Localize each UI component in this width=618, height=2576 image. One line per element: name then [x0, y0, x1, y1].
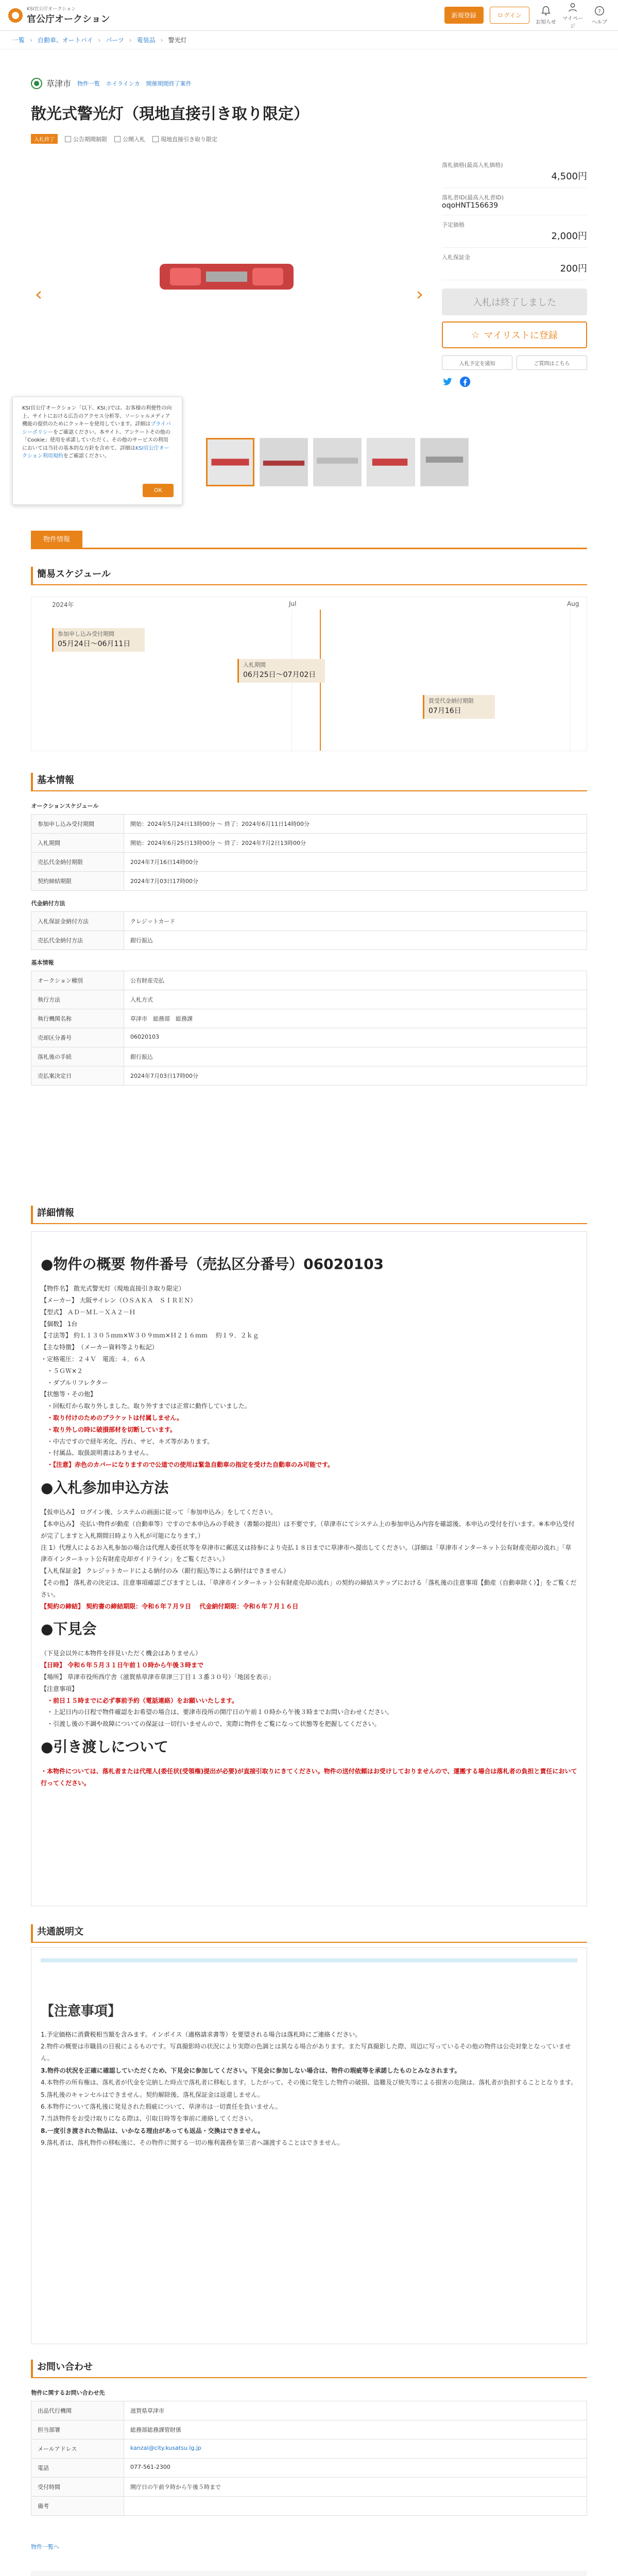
cookie-text: KSI官公庁オークション「以下、KSI」)では、お客様の利便性の向上、サイトにおける広告のアクセス分析等、ソーシャルメディア機能の提供のためにクッキーを使用しています。詳細は	[22, 405, 172, 427]
detail-line: 【寸法等】 約Ｌ１３０５ｍｍ×Ｗ３０９ｍｍ×Ｈ２１６ｍｍ 約１９．２ｋｇ	[41, 1332, 259, 1340]
detail-line: ・付属品、取扱説明書はありません。	[41, 1449, 152, 1457]
bid-ended-button[interactable]: 入札は終了しました	[442, 289, 587, 315]
thumbnail-image	[208, 439, 253, 485]
info-value: 06020103	[124, 1028, 587, 1047]
info-key: 参加申し込み受付期間	[31, 815, 124, 834]
info-row	[31, 1009, 587, 1028]
detail-line: ・取り付けのためのブラケットは付属しません。	[41, 1414, 183, 1421]
detail-line: ・回転灯から取り外しました。取り外すまでは正常に動作していました。	[41, 1402, 251, 1410]
back-to-list-link[interactable]: 物件一覧へ	[31, 2544, 59, 2550]
tag-item	[152, 135, 217, 143]
basic-info-table	[31, 793, 587, 1086]
info-row	[31, 834, 587, 853]
detail-line: 【契約の締結】 契約書の締結期限：令和６年７月９日 代金納付期限：令和６年７月１６日	[41, 1602, 299, 1610]
detail-line: 【状態等・その他】	[41, 1391, 97, 1398]
register-button[interactable]: 新規登録	[444, 7, 484, 24]
seller-link[interactable]: ホイラインカ	[106, 80, 140, 87]
info-row	[31, 912, 587, 931]
winner-id-value: oqoHNT156639	[442, 201, 499, 210]
winning-price-value: 4,500円	[551, 171, 587, 182]
svg-text:?: ?	[598, 9, 601, 15]
info-row	[31, 853, 587, 872]
winner-id	[442, 188, 587, 215]
tag-icon	[65, 136, 71, 142]
info-value: 総務部総務課管財係	[124, 2420, 587, 2439]
info-key: 売払代金納付期限	[31, 853, 124, 872]
star-icon: ☆	[471, 329, 480, 340]
info-key: 契約締結期限	[31, 872, 124, 891]
info-row	[31, 1047, 587, 1066]
breadcrumb-current: 警光灯	[168, 37, 187, 44]
breadcrumb-item[interactable]: パーツ	[106, 37, 124, 44]
facebook-icon[interactable]	[459, 376, 471, 387]
estimate-price	[442, 215, 587, 248]
detail-line: （下見会以外に本物件を拝見いただく機会はありません）	[41, 1650, 202, 1657]
inquiry-title: お問い合わせ	[31, 2360, 587, 2378]
prev-image-arrow[interactable]: ‹	[35, 284, 43, 305]
info-key: 担当部署	[31, 2420, 124, 2439]
info-key: オークション種別	[31, 971, 124, 990]
header-help-label: ヘルプ	[592, 20, 607, 25]
notice-line: 2.物件の概要は市職員の目視によるものです。写真撮影時の状況により実際の色調とは異なる場合があります。また写真撮影した際、周辺に写っているその他の物件は公売対象となっていません。	[41, 2043, 571, 2062]
header-help[interactable]	[589, 5, 610, 25]
light-bar-photo	[154, 228, 299, 331]
thumbnail-image	[260, 438, 307, 486]
detail-line: 【型式】 ＡＤ－ＭＬ－ＸＡ２－Ｈ	[41, 1308, 135, 1316]
info-row	[31, 1066, 587, 1086]
detail-line: 【日時】 令和６年５月３１日午前１０時から午後３時まで	[41, 1662, 204, 1669]
social-share	[442, 376, 587, 387]
notice-line: 8.一度引き渡された物品は、いかなる理由があっても返品・交換はできません。	[41, 2127, 264, 2134]
info-key: 執行方法	[31, 990, 124, 1009]
add-mylist-button[interactable]	[442, 321, 587, 348]
bid-summary-panel	[442, 156, 587, 387]
info-row	[31, 971, 587, 990]
info-key: メールアドレス	[31, 2439, 124, 2459]
tab-item-info[interactable]: 物件情報	[31, 531, 82, 549]
info-value: クレジットカード	[124, 912, 587, 931]
info-row	[31, 2439, 587, 2459]
info-value	[124, 2497, 587, 2516]
notice-line: 5.落札後のキャンセルはできません。契約解除後、落札保証金は返還しません。	[41, 2091, 264, 2098]
detail-line: 【メーカー】 大阪サイレン（ＯＳＡＫＡ ＳＩＲＥＮ）	[41, 1296, 197, 1304]
info-row	[31, 931, 587, 950]
info-group-heading: オークションスケジュール	[31, 793, 587, 815]
detail-line: ・本物件については、落札者または代理人(委任状(受領権)提出が必要)が直接引取りにきてください。物件の送付依頼はお受けしておりませんので、運搬する場合は落札者の負担と責任において行ってください。	[41, 1768, 577, 1787]
thumbnail-strip	[206, 438, 469, 486]
schedule-month: Jul	[289, 600, 297, 607]
info-key: 電話	[31, 2459, 124, 2478]
header-notice-label: お知らせ	[536, 20, 556, 25]
breadcrumb-sep: ›	[160, 36, 163, 44]
info-value: 滋賀県草津市	[124, 2401, 587, 2420]
thumbnail[interactable]	[313, 438, 362, 486]
seller-breadcrumb	[77, 79, 192, 88]
help-icon	[594, 5, 605, 16]
schedule-bar-dates: 06月25日～07月02日	[243, 670, 316, 679]
seller-link[interactable]: 物件一覧	[77, 80, 100, 87]
schedule-bar	[423, 695, 495, 719]
status-badge: 入札終了	[31, 134, 58, 144]
tag-label: 現地直接引き取り限定	[161, 135, 217, 143]
info-value: 開始：2024年5月24日13時00分 ～ 終了：2024年6月11日14時00分	[124, 815, 587, 834]
thumbnail[interactable]	[367, 438, 415, 486]
login-button[interactable]: ログイン	[490, 7, 529, 24]
schedule-timeline	[31, 597, 587, 751]
detail-line: ・【注意】赤色のカバーになりますので公道での使用は緊急自動車の指定を受けた自動車のみ可能です。	[41, 1461, 334, 1469]
notice-line: 7.当該物件をお受け取りになる際は、引取日時等を事前に連絡してください。	[41, 2115, 257, 2123]
winner-id-label: 落札者ID(最高入札者ID)	[442, 194, 504, 201]
schedule-bar-dates: 05月24日～06月11日	[58, 639, 131, 648]
info-row	[31, 2478, 587, 2497]
detail-line: 【入札保証金】 クレジットカードによる納付のみ（銀行振込等による納付はできません）	[41, 1567, 290, 1575]
detail-line: ・上記日内の日程で物件確認をお希望の場合は、要津市役所の開庁日の午前１０時から午後３時までお問い合わせください。	[41, 1708, 393, 1716]
info-row	[31, 2420, 587, 2439]
tag-icon	[152, 136, 159, 142]
info-key: 執行機関名称	[31, 1009, 124, 1028]
info-group-heading: 代金納付方法	[31, 891, 587, 912]
cookie-ok-button[interactable]: OK	[143, 484, 174, 497]
thumbnail-image	[421, 438, 468, 486]
tag-item	[65, 135, 107, 143]
notify-button[interactable]: 入札予定を通知	[442, 355, 512, 370]
schedule-month: Aug	[567, 600, 579, 607]
breadcrumb-item[interactable]: 自動車、オートバイ	[37, 37, 93, 44]
cookie-text-3: をご確認ください。	[63, 453, 110, 459]
detail-line: 注 1）代理人によるお入札参加の場合は代理人委任状等を草津市に郵送又は持参により売払１８日までに草津市へ提出してください。（詳細は「草津市インターネット公有財産売却の流れ」「草津市インターネット公有財産売却ガイドライン」をご覧ください。）	[41, 1544, 572, 1563]
seller-link[interactable]: 開催期間終了案件	[146, 80, 192, 87]
detail-line: 【個数】 1台	[41, 1320, 78, 1328]
tag-label: 公開入札	[123, 135, 145, 143]
detail-line: 【仮申込み】 ログイン後、システムの画面に従って「参加申込み」をしてください。	[41, 1509, 277, 1516]
seller-emblem-icon	[31, 78, 42, 89]
detail-line: ・前日１５時までに必ず事前予約（電話連絡）をお願いいたします。	[41, 1697, 238, 1704]
detail-title: 詳細情報	[31, 1206, 587, 1224]
info-row	[31, 872, 587, 891]
info-key: 入札期間	[31, 834, 124, 853]
detail-line: ・ダブルリフレクター	[41, 1379, 108, 1386]
deposit	[442, 248, 587, 280]
notice-line: 6.本物件について落札後に発見された瑕疵について、草津市は一切責任を負いません。	[41, 2103, 282, 2111]
info-value: 入札方式	[124, 990, 587, 1009]
info-value: 2024年7月16日14時00分	[124, 853, 587, 872]
item-tags	[31, 134, 217, 144]
seller-name-text: 草津市	[46, 79, 72, 89]
next-image-arrow[interactable]: ›	[416, 284, 424, 305]
header-notice[interactable]	[536, 5, 556, 25]
cookie-text-2: をご確認ください。本サイト、アンケートその他の「Cookie」使用を承諾していただく。その他のサービスの利用においては当社の基本的な方針を含めて、詳細は	[22, 429, 170, 451]
info-value: 草津市 総務部 総務課	[124, 1009, 587, 1028]
info-key: 売払案決定日	[31, 1066, 124, 1086]
winning-price-label: 落札価格(最高入札価格)	[442, 162, 503, 168]
basic-info-title: 基本情報	[31, 773, 587, 791]
detail-line: ・中古ですので経年劣化、汚れ、サビ、キズ等があります。	[41, 1437, 214, 1445]
detail-line: ・５ＧＷ×２	[41, 1367, 83, 1375]
info-key: 受付時間	[31, 2478, 124, 2497]
info-key: 落札後の手続	[31, 1047, 124, 1066]
info-key: 入札保証金納付方法	[31, 912, 124, 931]
cookie-banner	[12, 397, 182, 505]
detail-heading: ●下見会	[41, 1620, 97, 1638]
schedule-bar-label: 参加申し込み受付期間	[58, 631, 114, 637]
info-value: 077-561-2300	[124, 2459, 587, 2478]
info-key: 売払代金納付方法	[31, 931, 124, 950]
site-logo[interactable]	[8, 5, 110, 25]
header-mypage-label: マイページ	[562, 15, 583, 29]
detail-line: 【物件名】 散光式警光灯（現地直接引き取り限定）	[41, 1285, 185, 1293]
schedule-bar	[237, 659, 325, 683]
question-button[interactable]: ご質問はこちら	[517, 355, 587, 370]
tag-label: 公告期間制限	[73, 135, 107, 143]
schedule-bar-label: 買受代金納付期限	[428, 698, 474, 704]
notice-line: 4.本物件の所有権は、落札者が代金を完納した時点で落札者に移転します。したがって、その後に発生した物件の破損、盗難及び焼失等による損害の危険は、落札者が負担することとなります。	[41, 2079, 577, 2087]
privacy-policy-link[interactable]: プライバシーポリシー	[22, 421, 171, 435]
detail-heading: ●物件の概要 物件番号（売払区分番号）06020103	[41, 1256, 384, 1273]
logo-subtitle: KSI官公庁オークション	[27, 7, 76, 12]
info-row	[31, 2401, 587, 2420]
schedule-bar-dates: 07月16日	[428, 706, 461, 715]
info-key: 出品代行機関	[31, 2401, 124, 2420]
thumbnail-image	[314, 438, 361, 486]
detail-line: 【注意事項】	[41, 1685, 78, 1692]
notice-line: 9.落札者は、落札物件の移転後に、その物件に関する一切の権利義務を第三者へ譲渡することはできません。	[41, 2139, 344, 2147]
logo-title: 官公庁オークション	[27, 14, 110, 25]
info-value: 開庁日の午前９時から午後５時まで	[124, 2478, 587, 2497]
schedule-bar-label: 入札期間	[243, 662, 266, 668]
detail-line: 【主な特徴】 （メーカー資料等より転記）	[41, 1344, 158, 1351]
info-value: 2024年7月03日17時00分	[124, 1066, 587, 1086]
info-row	[31, 2459, 587, 2478]
tag-item	[114, 135, 145, 143]
thumbnail[interactable]	[206, 438, 254, 486]
detail-line: ・引渡し後の不調や故障についての保証は一切行いませんので、実際に物件をご覧になって状態等を把握してください。	[41, 1720, 381, 1728]
deposit-value: 200円	[560, 263, 587, 274]
info-row	[31, 2497, 587, 2516]
header-mypage[interactable]	[562, 2, 583, 29]
add-mylist-label: マイリストに登録	[484, 330, 558, 341]
thumbnail-image	[367, 438, 415, 486]
logo-mark-icon	[8, 8, 23, 23]
breadcrumb-item[interactable]: 一覧	[12, 37, 25, 44]
detail-line: 【その他】 落札者の決定は、注意事項確認ごびますとしは、「草津市インターネット公有財産売却の流れ」の契約の締結ステップにおける「落札後の注意事項【動産（自動車除く）】」をご覧ください。	[41, 1579, 577, 1598]
info-row	[31, 815, 587, 834]
seller-name[interactable]	[31, 77, 71, 89]
terms-link[interactable]: KSI官公庁オークション利用規約	[22, 445, 169, 459]
detail-line: 【本申込み】 売払い物件が動産（自動車等）ですので本申込みの手続き（書類の提出）は不要です。（草津市にてシステム上の参加申込み内容を確認後、本申込の受付を行います。※本申込受付が完了しますと入札期間日時より入札が可能になります。）	[41, 1520, 575, 1539]
thumbnail[interactable]	[420, 438, 469, 486]
category-breadcrumb	[0, 31, 618, 49]
notice-heading: 【注意事項】	[41, 2004, 122, 2019]
deposit-label: 入札保証金	[442, 254, 470, 261]
bottom-price-bar	[31, 2571, 587, 2576]
schedule-title: 簡易スケジュール	[31, 567, 587, 585]
info-row	[31, 990, 587, 1009]
info-key: 売却区分番号	[31, 1028, 124, 1047]
estimate-price-value: 2,000円	[551, 231, 587, 242]
estimate-price-label: 予定価格	[442, 222, 465, 228]
detail-heading: ●入札参加申込方法	[41, 1479, 169, 1496]
inquiry-table	[31, 2380, 587, 2516]
info-value: 2024年7月03日17時00分	[124, 872, 587, 891]
detail-line: 【場所】 草津市役所西庁舎（滋賀県草津市草津三丁目１３番３０号）「地図を表示」	[41, 1673, 274, 1681]
breadcrumb-sep: ›	[30, 36, 32, 44]
breadcrumb-sep: ›	[98, 36, 101, 44]
info-value: 公有財産売払	[124, 971, 587, 990]
info-value: 銀行振込	[124, 1047, 587, 1066]
breadcrumb-item[interactable]: 電装品	[136, 37, 156, 44]
notice-title: 共通説明文	[31, 1924, 587, 1943]
tag-icon	[114, 136, 121, 142]
detail-heading: ●引き渡しについて	[41, 1738, 168, 1756]
site-header	[0, 0, 618, 31]
breadcrumb-sep: ›	[129, 36, 132, 44]
info-key: 備考	[31, 2497, 124, 2516]
winning-price	[442, 156, 587, 188]
notice-line: 1.予定価格に消費税相当額を含みます。インボイス（適格請求書等）を要望される場合は落札時にご連絡ください。	[41, 2030, 362, 2038]
detail-line: ・定格電圧：２４Ｖ 電流：４．６Ａ	[41, 1355, 146, 1363]
twitter-icon[interactable]	[442, 376, 453, 387]
schedule-year: 2024年	[52, 601, 74, 608]
content-tabs	[31, 529, 587, 549]
info-row	[31, 1028, 587, 1047]
page-title: 散光式警光灯（現地直接引き取り限定）	[31, 105, 309, 123]
inquiry-heading: 物件に関するお問い合わせ先	[31, 2380, 587, 2401]
detail-body	[31, 1231, 587, 1906]
email-link[interactable]: kanzai@city.kusatsu.lg.jp	[124, 2439, 587, 2459]
info-group-heading: 基本情報	[31, 950, 587, 971]
side-mini-actions	[442, 355, 587, 370]
schedule-bar	[52, 628, 145, 652]
user-icon	[567, 2, 578, 13]
notice-divider	[41, 1958, 577, 1962]
thumbnail[interactable]	[260, 438, 308, 486]
notice-body	[31, 1947, 587, 2344]
notice-line: 3.物件の状況を正確に確認していただくため、下見会に参加してください。下見会に参加しない場合は、物件の瑕疵等を承諾したものとみなされます。	[41, 2066, 461, 2074]
detail-line: ・取り外しの時に破損部材を切断しています。	[41, 1426, 177, 1433]
bell-icon	[540, 5, 552, 16]
info-value: 銀行振込	[124, 931, 587, 950]
info-value: 開始：2024年6月25日13時00分 ～ 終了：2024年7月2日13時00分	[124, 834, 587, 853]
